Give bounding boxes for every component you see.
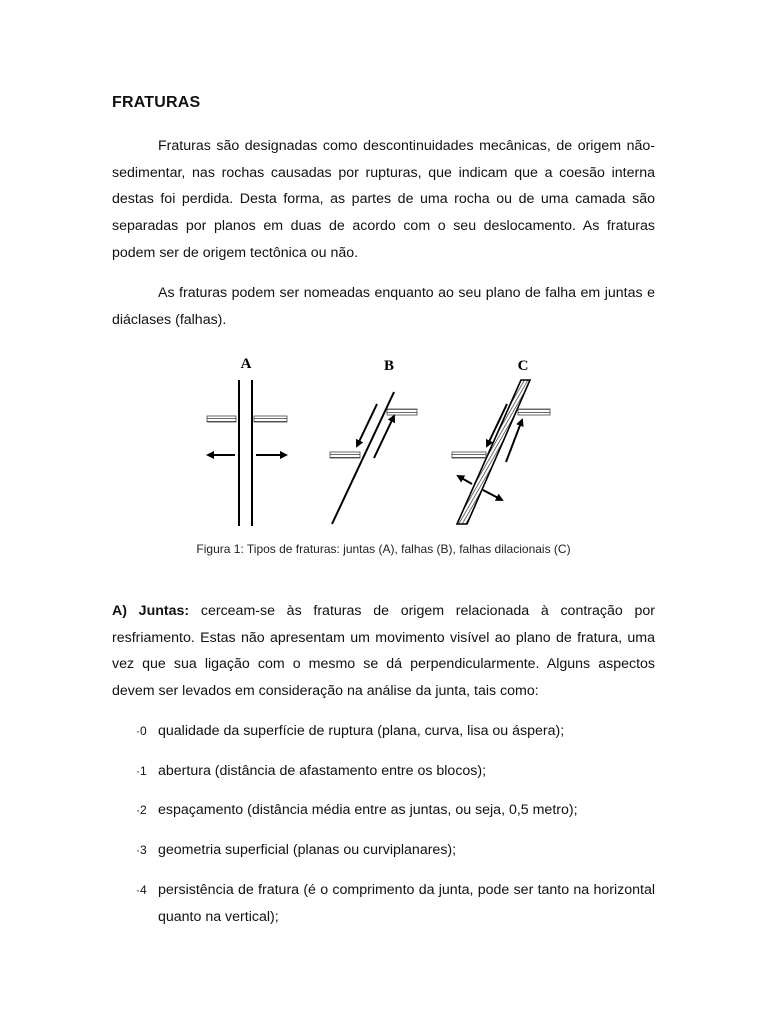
intro-paragraph-text: Fraturas são designadas como descontinuidades mecânicas, de origem não-sedimentar, nas rochas causadas por rupturas, que indicam que a coesão interna destas foi perdida. Desta forma, as partes de uma rocha ou de uma camada são separadas por planos em duas de acordo com o seu deslocamento. As fraturas podem ser de origem tectônica ou não. — [112, 138, 655, 261]
page-title: FRATURAS — [112, 94, 201, 111]
list-bullet: ·4 — [136, 882, 147, 897]
classification-paragraph-text: As fraturas podem ser nomeadas enquanto ao seu plano de falha em juntas e diáclases (falhas). — [112, 285, 655, 328]
diagram-c-dilational-fault — [452, 358, 550, 524]
marker-bar-upper — [518, 409, 550, 415]
list-item-text: espaçamento (distância média entre as juntas, ou seja, 0,5 metro); — [158, 802, 578, 819]
arrow-down — [357, 404, 377, 446]
diagram-b-fault — [330, 358, 417, 524]
list-item-text: persistência de fratura (é o comprimento da junta, pode ser tanto na horizontal quanto na vertical); — [158, 881, 655, 925]
list-bullet: ·1 — [136, 763, 147, 778]
arrow-up — [374, 416, 394, 458]
list-item — [112, 837, 655, 864]
fracture-types-figure — [180, 352, 580, 532]
juntas-text: cerceam-se às fraturas de origem relacionada à contração por resfriamento. Estas não apresentam um movimento visível ao plano de fratura, uma vez que sua ligação com o mesmo se dá perpendicularmente. Alguns aspectos devem ser levados em consideração na análise da junta, tais como: — [112, 603, 655, 700]
classification-paragraph — [112, 280, 655, 333]
label-c: C — [517, 358, 529, 374]
marker-bar-left — [207, 416, 236, 422]
figure-caption: Figura 1: Tipos de fraturas: juntas (A), falhas (B), falhas dilacionais (C) — [196, 542, 571, 556]
list-bullet: ·0 — [136, 724, 147, 738]
label-a: A — [240, 356, 252, 372]
list-item — [112, 877, 655, 930]
arrow-spread-right — [483, 490, 502, 500]
marker-bar-lower — [452, 452, 486, 458]
marker-bar-right — [254, 416, 287, 422]
list-item-text: abertura (distância de afastamento entre os blocos); — [158, 762, 487, 779]
list-item — [112, 718, 655, 745]
list-bullet: ·2 — [136, 803, 147, 818]
list-item — [112, 758, 655, 785]
list-item-text: geometria superficial (planas ou curviplanares); — [158, 842, 457, 859]
label-b: B — [383, 358, 395, 374]
diagram-a-joint — [207, 356, 287, 526]
list-item-text: qualidade da superfície de ruptura (plana, curva, lisa ou áspera); — [158, 723, 565, 739]
aspects-list — [112, 718, 655, 943]
list-item — [112, 797, 655, 824]
list-bullet: ·3 — [136, 843, 147, 858]
juntas-term: A) Juntas: — [112, 603, 190, 619]
juntas-paragraph — [112, 598, 655, 705]
marker-bar-upper — [387, 409, 417, 415]
arrow-spread-left — [458, 476, 472, 484]
intro-paragraph — [112, 133, 655, 267]
marker-bar-lower — [330, 452, 360, 458]
